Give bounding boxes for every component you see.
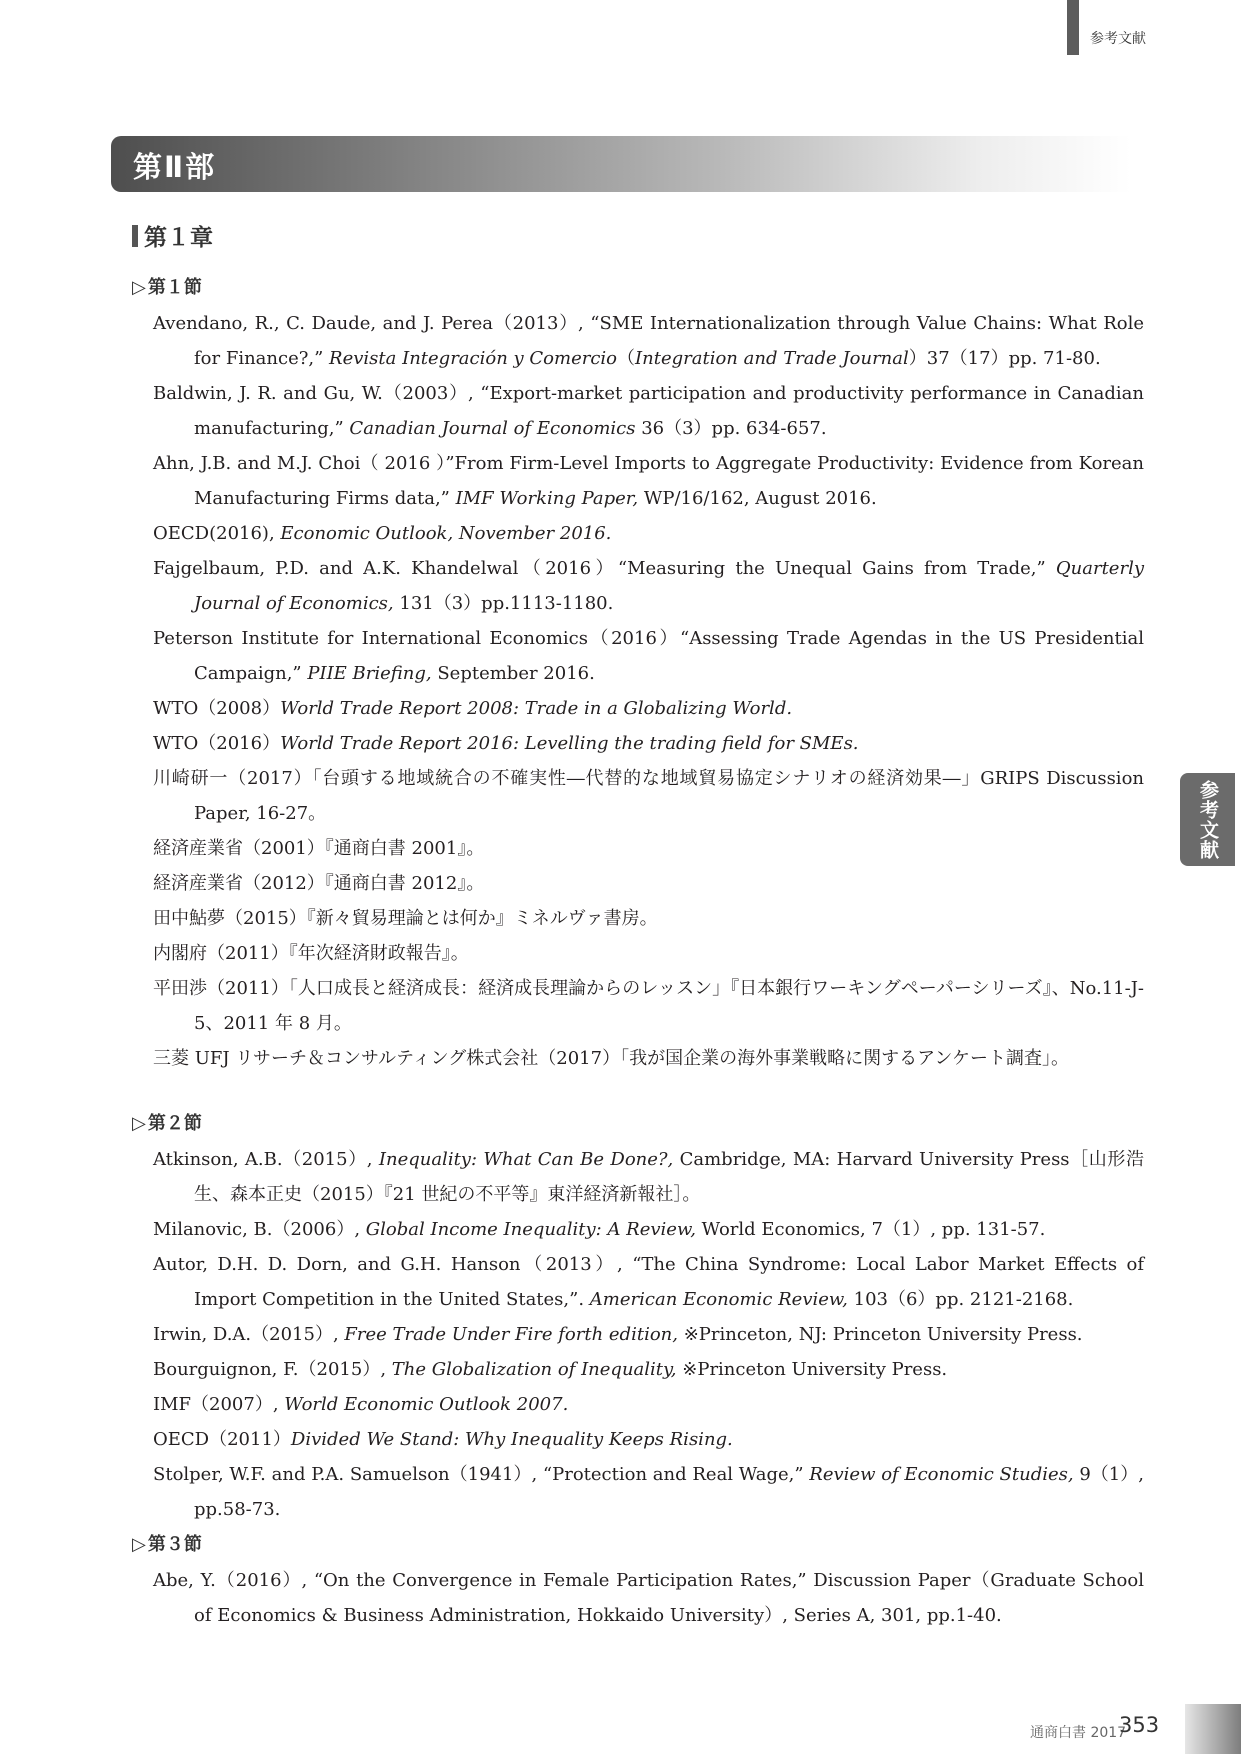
reference-entry: 平田渉（2011）「人口成長と経済成長：経済成長理論からのレッスン」『日本銀行ワーキングペーパーシリーズ』、No.11-J-5、2011 年 8 月。 [153, 978, 1144, 1034]
reference-entry: Ahn, J.B. and M.J. Choi（ 2016 ）”From Firm-Level Imports to Aggregate Productivity: Evidence from Korean Manufacturing Firms data,” IMF Working Paper, WP/16/162, August 2016. [153, 453, 1144, 509]
reference-entry: 経済産業省（2001）『通商白書 2001』。 [153, 838, 485, 859]
triangle-icon: ▷ [132, 1534, 146, 1555]
reference-entry: Stolper, W.F. and P.A. Samuelson（1941）, “Protection and Real Wage,” Review of Economic Studies, 9（1）, pp.58-73. [153, 1464, 1144, 1520]
reference-entry: Fajgelbaum, P.D. and A.K. Khandelwal（2016）“Measuring the Unequal Gains from Trade,” Quarterly Journal of Economics, 131（3）pp.1113-1180. [153, 558, 1144, 614]
reference-entry: Avendano, R., C. Daude, and J. Perea（2013）, “SME Internationalization through Value Chains: What Role for Finance?,” Revista Integración y Comercio（Integration and Trade Journal）37（17）pp. 71-80. [153, 313, 1144, 369]
section-title: 第３節 [147, 1534, 202, 1555]
chapter-title: 第１章 [144, 225, 213, 251]
reference-entry: IMF（2007）, World Economic Outlook 2007. [153, 1394, 569, 1415]
section-heading [132, 270, 1144, 306]
footer-bar [1185, 1704, 1241, 1754]
reference-entry: 田中鮎夢（2015）『新々貿易理論とは何か』ミネルヴァ書房。 [153, 908, 658, 929]
reference-entry: Atkinson, A.B.（2015）, Inequality: What Can Be Done?, Cambridge, MA: Harvard University Press［山形浩生、森本正史（2015）『21 世紀の不平等』東洋経済新報社］。 [153, 1149, 1144, 1205]
reference-entry: Milanovic, B.（2006）, Global Income Inequality: A Review, World Economics, 7（1）, pp. 131-57. [153, 1219, 1046, 1240]
reference-entry: Autor, D.H. D. Dorn, and G.H. Hanson（2013）, “The China Syndrome: Local Labor Market Effects of Import Competition in the United States,”. American Economic Review, 103（6）pp. 2121-2168. [153, 1254, 1144, 1310]
reference-entry: 川崎研一（2017）「台頭する地域統合の不確実性―代替的な地域貿易協定シナリオの経済効果―」GRIPS Discussion Paper, 16-27。 [153, 768, 1144, 824]
reference-entry: 経済産業省（2012）『通商白書 2012』。 [153, 873, 485, 894]
reference-entry: WTO（2008）World Trade Report 2008: Trade in a Globalizing World. [153, 698, 793, 719]
reference-entry: Peterson Institute for International Economics（2016）“Assessing Trade Agendas in the US Presidential Campaign,” PIIE Briefing, September 2016. [153, 628, 1144, 684]
header-bar [1067, 0, 1079, 55]
reference-entry: 内閣府（2011）『年次経済財政報告』。 [153, 943, 469, 964]
reference-entry: OECD(2016), Economic Outlook, November 2016. [153, 523, 612, 544]
reference-entry: Abe, Y.（2016）, “On the Convergence in Female Participation Rates,” Discussion Paper（Graduate School of Economics & Business Administration, Hokkaido University）, Series A, 301, pp.1-40. [153, 1570, 1144, 1626]
chapter-marker [132, 225, 138, 247]
part-banner [111, 136, 1131, 192]
reference-entry: Baldwin, J. R. and Gu, W.（2003）, “Export-market participation and productivity performance in Canadian manufacturing,” Canadian Journal of Economics 36（3）pp. 634-657. [153, 383, 1144, 439]
reference-entry: OECD（2011）Divided We Stand: Why Inequality Keeps Rising. [153, 1429, 733, 1450]
triangle-icon: ▷ [132, 1113, 146, 1134]
running-head: 参考文献 [1090, 31, 1146, 47]
reference-entry: Irwin, D.A.（2015）, Free Trade Under Fire forth edition, ※Princeton, NJ: Princeton University Press. [153, 1324, 1083, 1345]
part-title: 第Ⅱ部 [133, 150, 217, 184]
footer-publication-title: 通商白書 2017 [1030, 1725, 1127, 1741]
section-title: 第１節 [147, 277, 202, 298]
section-title: 第２節 [147, 1113, 202, 1134]
reference-list [132, 270, 1144, 1633]
section-heading [132, 1527, 1144, 1563]
chapter-heading [132, 219, 213, 252]
reference-entry: WTO（2016）World Trade Report 2016: Levelling the trading field for SMEs. [153, 733, 859, 754]
page-number: 353 [1119, 1713, 1160, 1737]
side-index-tab[interactable]: 参考文献 [1180, 773, 1235, 866]
reference-entry: 三菱 UFJ リサーチ＆コンサルティング株式会社（2017）「我が国企業の海外事業戦略に関するアンケート調査」。 [153, 1048, 1069, 1069]
section-heading [132, 1106, 1144, 1142]
triangle-icon: ▷ [132, 277, 146, 298]
reference-entry: Bourguignon, F.（2015）, The Globalization of Inequality, ※Princeton University Press. [153, 1359, 948, 1380]
